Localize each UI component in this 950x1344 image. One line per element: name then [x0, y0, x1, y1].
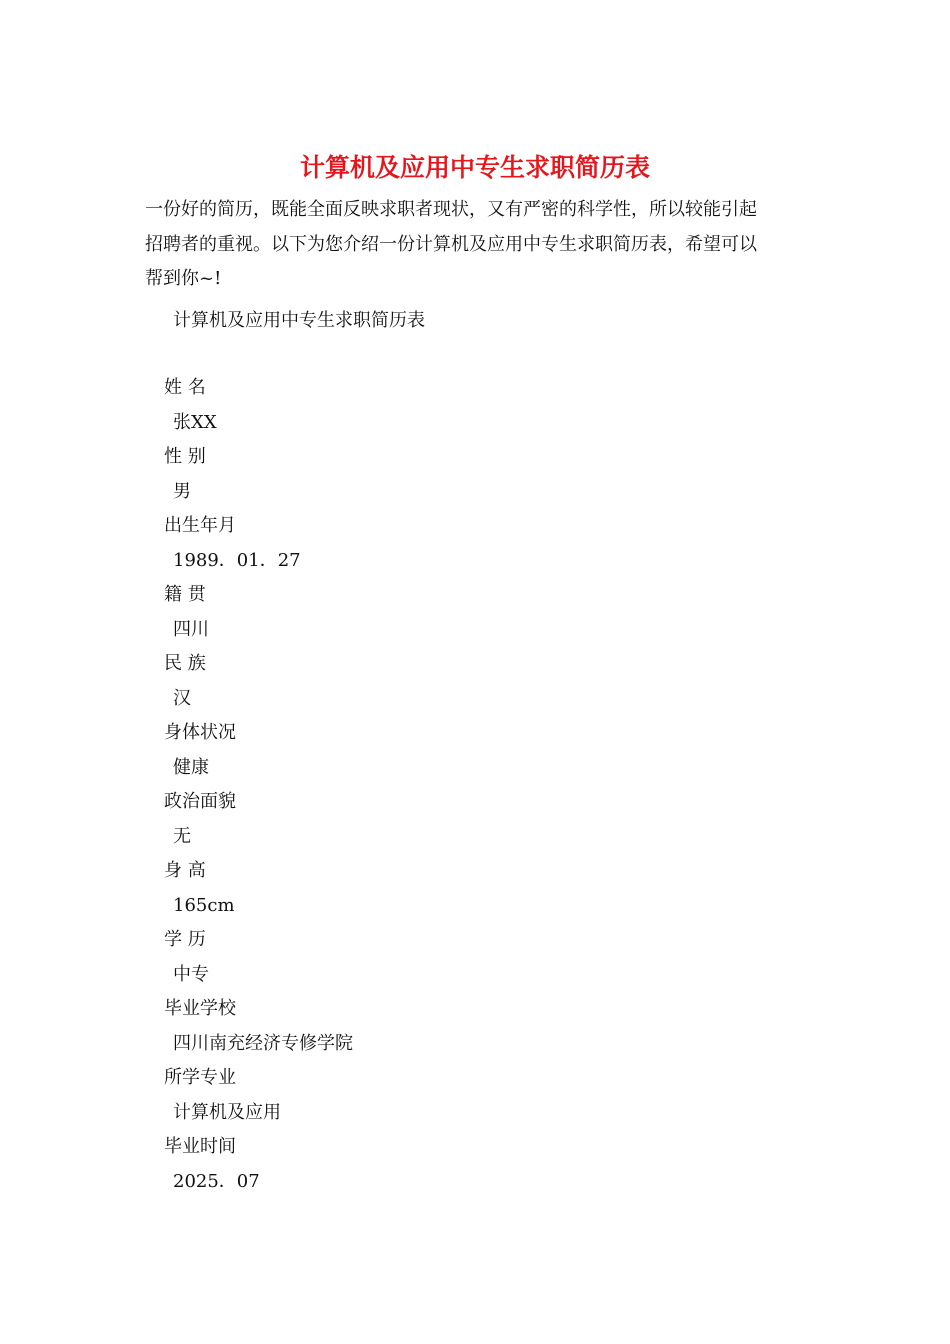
intro-paragraph — [145, 193, 805, 297]
field-label-school: 毕业学校 — [164, 998, 236, 1019]
field-label-name: 姓 名 — [164, 377, 206, 398]
field-label-political-status: 政治面貌 — [164, 791, 236, 812]
resume-subtitle: 计算机及应用中专生求职简历表 — [173, 310, 425, 331]
field-label-birthdate: 出生年月 — [164, 515, 236, 536]
field-value-name: 张XX — [173, 411, 217, 433]
field-value-political-status: 无 — [173, 825, 191, 847]
field-value-major: 计算机及应用 — [173, 1101, 281, 1123]
intro-line: 一份好的简历，既能全面反映求职者现状，又有严密的科学性，所以较能引起 — [145, 199, 757, 220]
intro-line: 帮到你~! — [145, 268, 222, 289]
field-label-ethnicity: 民 族 — [164, 653, 206, 674]
field-label-native-place: 籍 贯 — [164, 584, 206, 605]
field-value-school: 四川南充经济专修学院 — [173, 1032, 353, 1054]
field-label-education: 学 历 — [164, 929, 206, 950]
field-value-birthdate: 1989．01．27 — [173, 549, 301, 571]
field-value-gender: 男 — [173, 480, 191, 502]
field-value-graduation-date: 2025．07 — [173, 1170, 260, 1192]
field-value-education: 中专 — [173, 963, 209, 985]
resume-fields — [0, 371, 950, 1199]
field-label-graduation-date: 毕业时间 — [164, 1136, 236, 1157]
field-value-height: 165cm — [173, 894, 235, 916]
field-label-gender: 性 别 — [164, 446, 206, 467]
field-label-major: 所学专业 — [164, 1067, 236, 1088]
field-value-ethnicity: 汉 — [173, 687, 191, 709]
field-value-health: 健康 — [173, 756, 209, 778]
field-value-native-place: 四川 — [173, 618, 209, 640]
document-title: 计算机及应用中专生求职简历表 — [299, 153, 650, 182]
field-label-height: 身 高 — [164, 860, 206, 881]
field-label-health: 身体状况 — [164, 722, 236, 743]
intro-line: 招聘者的重视。以下为您介绍一份计算机及应用中专生求职简历表，希望可以 — [145, 233, 757, 255]
